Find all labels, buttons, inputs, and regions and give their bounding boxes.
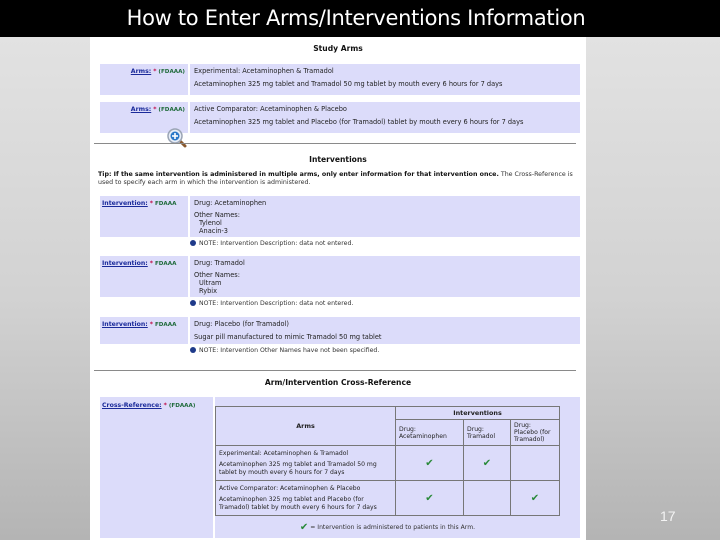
arm-value xyxy=(190,102,580,133)
interventions-tip xyxy=(98,171,578,187)
intervention-value xyxy=(190,196,580,237)
check-mark-icon[interactable]: ✔ xyxy=(464,446,511,481)
intervention-label-cell xyxy=(100,196,190,237)
other-name: Ultram xyxy=(199,279,222,287)
intervention-value xyxy=(190,317,580,344)
required-marker: * xyxy=(149,321,153,328)
arm-type-title: Experimental: Acetaminophen & Tramadol xyxy=(194,67,334,75)
interventions-heading: Interventions xyxy=(309,155,367,164)
check-mark-icon: ✔ xyxy=(299,522,309,533)
arm-description: Acetaminophen 325 mg tablet and Tramadol 50 mg tablet by mouth every 6 hours for 7 days xyxy=(194,80,503,88)
other-name: Anacin-3 xyxy=(199,227,228,235)
cross-reference-table xyxy=(215,406,560,516)
check-cell-empty[interactable] xyxy=(511,446,560,481)
info-icon xyxy=(190,347,196,353)
intervention-column-header: Drug: Acetaminophen xyxy=(396,420,464,446)
arm-title: Experimental: Acetaminophen & Tramadol xyxy=(219,449,349,457)
check-cell-empty[interactable] xyxy=(464,481,511,516)
section-divider xyxy=(94,370,576,371)
fdaaa-tag: (FDAAA) xyxy=(158,69,185,75)
intervention-row xyxy=(100,196,580,237)
arm-value xyxy=(190,64,580,95)
arm-cell xyxy=(216,481,396,516)
legend-text: = Intervention is administered to patients in this Arm. xyxy=(308,524,476,531)
required-marker: * xyxy=(153,68,157,75)
cross-reference-help-link[interactable]: Cross-Reference: xyxy=(102,402,162,409)
arm-type-title: Active Comparator: Acetaminophen & Placebo xyxy=(194,105,347,113)
required-marker: * xyxy=(149,200,153,207)
arms-column-header: Arms xyxy=(216,407,396,446)
study-arms-heading: Study Arms xyxy=(313,44,363,53)
other-names-label: Other Names: xyxy=(194,271,240,279)
intervention-value xyxy=(190,256,580,297)
intervention-row xyxy=(100,256,580,297)
intervention-help-link[interactable]: Intervention: xyxy=(102,321,148,328)
fdaaa-tag: FDAAA xyxy=(154,201,177,207)
info-icon xyxy=(190,240,196,246)
intervention-note: NOTE: Intervention Other Names have not been specified. xyxy=(190,347,379,354)
zoom-in-magnifier-icon[interactable] xyxy=(166,127,188,149)
required-marker: * xyxy=(149,260,153,267)
required-marker: * xyxy=(153,106,157,113)
intervention-column-header: Drug: Tramadol xyxy=(464,420,511,446)
arm-description: Acetaminophen 325 mg tablet and Tramadol 50 mg tablet by mouth every 6 hours for 7 days xyxy=(219,461,377,476)
tip-text: The Cross-Reference is used to specify each arm in which the intervention is administered. xyxy=(98,171,573,186)
info-icon xyxy=(190,300,196,306)
other-name: Tylenol xyxy=(199,219,222,227)
intervention-help-link[interactable]: Intervention: xyxy=(102,260,148,267)
intervention-column-header: Drug: Placebo (for Tramadol) xyxy=(511,420,560,446)
table-row xyxy=(216,446,560,481)
intervention-name: Drug: Acetaminophen xyxy=(194,199,267,207)
check-mark-icon[interactable]: ✔ xyxy=(511,481,560,516)
interventions-column-header: Interventions xyxy=(396,407,560,420)
intervention-label-cell xyxy=(100,317,190,344)
intervention-label-cell xyxy=(100,256,190,297)
intervention-note: NOTE: Intervention Description: data not entered. xyxy=(190,240,353,247)
intervention-row xyxy=(100,317,580,344)
arms-help-link[interactable]: Arms: xyxy=(130,68,152,75)
intervention-description: Sugar pill manufactured to mimic Tramadol 50 mg tablet xyxy=(194,333,382,341)
other-names-label: Other Names: xyxy=(194,211,240,219)
cross-reference-legend xyxy=(215,522,560,533)
cross-reference-heading: Arm/Intervention Cross-Reference xyxy=(264,378,412,387)
fdaaa-tag: FDAAA xyxy=(154,261,177,267)
check-mark-icon[interactable]: ✔ xyxy=(396,481,464,516)
arm-title: Active Comparator: Acetaminophen & Placebo xyxy=(219,484,361,492)
arm-label-cell xyxy=(100,64,190,95)
table-row xyxy=(216,481,560,516)
slide-title: How to Enter Arms/Interventions Information xyxy=(0,0,720,37)
screenshot-panel xyxy=(90,37,586,540)
fdaaa-tag: (FDAAA) xyxy=(158,107,185,113)
fdaaa-tag: FDAAA xyxy=(154,322,177,328)
fdaaa-tag: (FDAAA) xyxy=(168,403,196,409)
intervention-name: Drug: Tramadol xyxy=(194,259,245,267)
tip-bold-text: Tip: If the same intervention is administered in multiple arms, only enter information for that intervention once. xyxy=(98,171,499,178)
arms-help-link[interactable]: Arms: xyxy=(130,106,152,113)
other-name: Rybix xyxy=(199,287,218,295)
arm-row xyxy=(100,64,580,95)
section-divider xyxy=(94,143,576,144)
slide-page-number: 17 xyxy=(660,508,676,524)
arm-description: Acetaminophen 325 mg tablet and Placebo (for Tramadol) tablet by mouth every 6 hours for 7 days xyxy=(219,496,377,511)
intervention-note: NOTE: Intervention Description: data not entered. xyxy=(190,300,353,307)
cross-reference-value-cell xyxy=(215,397,580,538)
arm-cell xyxy=(216,446,396,481)
arm-description: Acetaminophen 325 mg tablet and Placebo (for Tramadol) tablet by mouth every 6 hours for 7 days xyxy=(194,118,524,126)
cross-reference-label-cell xyxy=(100,397,213,538)
intervention-help-link[interactable]: Intervention: xyxy=(102,200,148,207)
check-mark-icon[interactable]: ✔ xyxy=(396,446,464,481)
required-marker: * xyxy=(163,402,167,409)
intervention-name: Drug: Placebo (for Tramadol) xyxy=(194,320,289,328)
